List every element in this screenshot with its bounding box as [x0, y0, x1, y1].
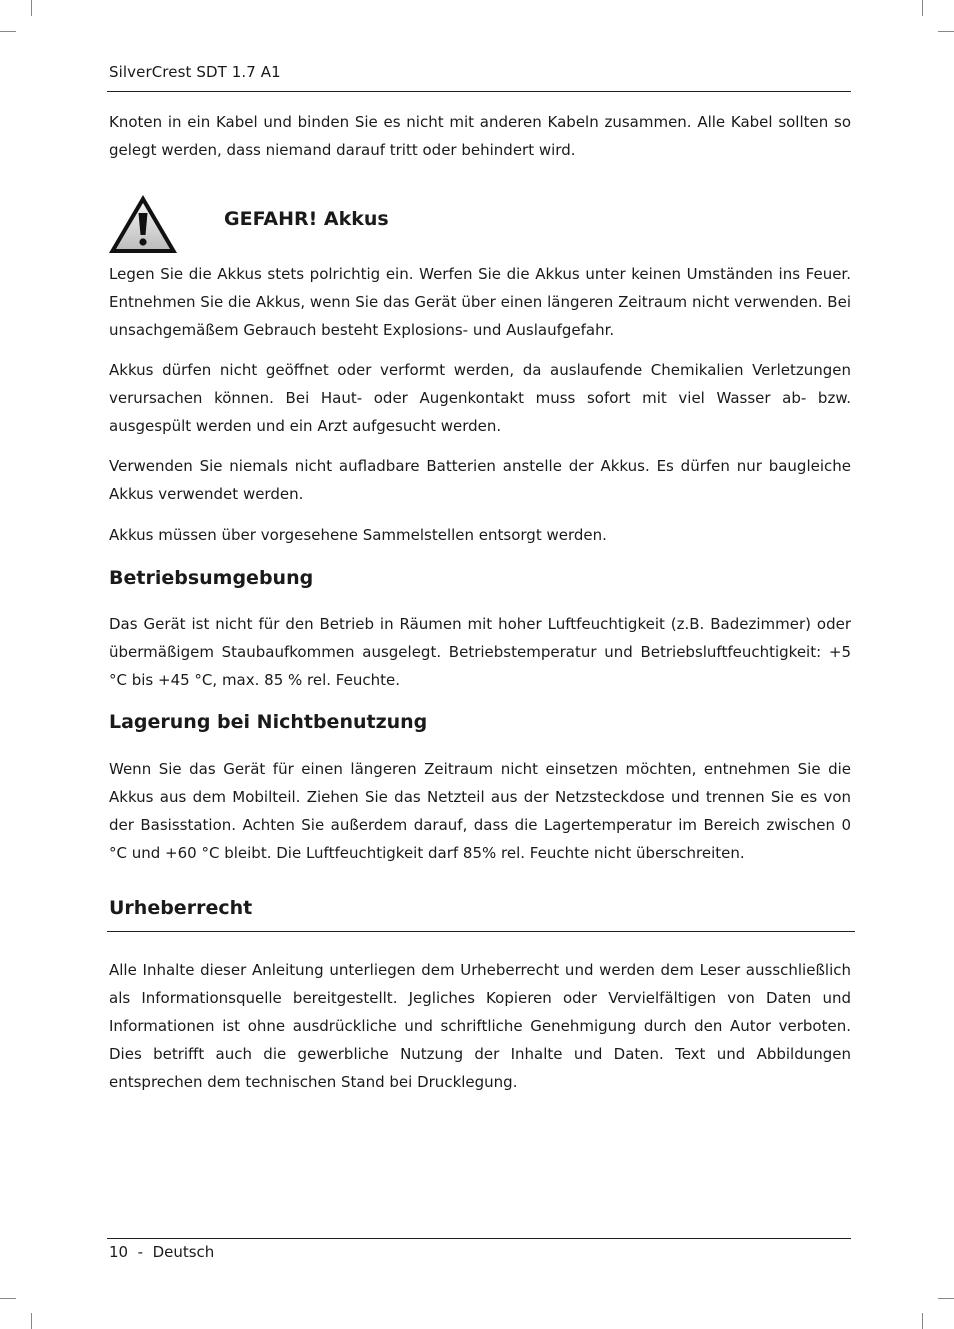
crop-mark [31, 0, 32, 16]
warning-title: GEFAHR! Akkus [224, 208, 389, 230]
crop-mark [0, 31, 16, 32]
header-title: SilverCrest SDT 1.7 A1 [109, 63, 281, 81]
page-number: 10 - Deutsch [109, 1243, 215, 1261]
section-heading-lagerung: Lagerung bei Nichtbenutzung [109, 711, 428, 733]
crop-mark [938, 31, 954, 32]
section-rule [107, 931, 855, 932]
betrieb-paragraph: Das Gerät ist nicht für den Betrieb in Räumen mit hoher Luftfeuchtigkeit (z.B. Badezimmer) oder übermäßigem Staubaufkommen ausgelegt. Betriebstemperatur und Betriebsluftfeuchtigkeit: +5 °C bis +45 °C, max. 85 % rel. Feuchte. [109, 615, 851, 689]
crop-mark [31, 1313, 32, 1329]
warning-paragraph: Verwenden Sie niemals nicht aufladbare Batterien anstelle der Akkus. Es dürfen nur baugleiche Akkus verwendet werden. [109, 457, 851, 503]
warning-paragraph: Akkus müssen über vorgesehene Sammelstellen entsorgt werden. [109, 526, 607, 544]
warning-paragraph: Akkus dürfen nicht geöffnet oder verformt werden, da auslaufende Chemikalien Verletzungen verursachen können. Bei Haut- oder Augenkontakt muss sofort mit viel Wasser ab- bzw. ausgespült werden und ein Arzt aufgesucht werden. [109, 361, 851, 435]
warning-paragraph: Legen Sie die Akkus stets polrichtig ein. Werfen Sie die Akkus unter keinen Umständen ins Feuer. Entnehmen Sie die Akkus, wenn Sie das Gerät über einen längeren Zeitraum nicht verwenden. Bei unsachgemäßem Gebrauch besteht Explosions- und Auslaufgefahr. [109, 265, 851, 339]
crop-mark [0, 1298, 16, 1299]
urheber-paragraph: Alle Inhalte dieser Anleitung unterliegen dem Urheberrecht und werden dem Leser ausschließlich als Informationsquelle bereitgestellt. Jegliches Kopieren oder Vervielfältigen von Daten und Informationen ist ohne ausdrückliche und schriftliche Genehmigung durch den Autor verboten. Dies betrifft auch die gewerbliche Nutzung der Inhalte und Daten. Text und Abbildungen entsprechen dem technischen Stand bei Drucklegung. [109, 961, 851, 1091]
crop-mark [922, 1313, 923, 1329]
lagerung-paragraph: Wenn Sie das Gerät für einen längeren Zeitraum nicht einsetzen möchten, entnehmen Sie die Akkus aus dem Mobilteil. Ziehen Sie das Netzteil aus der Netzsteckdose und trennen Sie es von der Basisstation. Achten Sie außerdem darauf, dass die Lagertemperatur im Bereich zwischen 0 °C und +60 °C bleibt. Die Luftfeuchtigkeit darf 85% rel. Feuchte nicht überschreiten. [109, 760, 851, 862]
section-heading-urheberrecht: Urheberrecht [109, 897, 253, 919]
crop-mark [938, 1298, 954, 1299]
header-rule [107, 91, 851, 92]
section-heading-betriebsumgebung: Betriebsumgebung [109, 567, 314, 589]
footer-rule [107, 1238, 851, 1239]
warning-triangle-icon [107, 193, 179, 255]
intro-paragraph: Knoten in ein Kabel und binden Sie es nicht mit anderen Kabeln zusammen. Alle Kabel sollten so gelegt werden, dass niemand darauf tritt oder behindert wird. [109, 113, 851, 159]
crop-mark [922, 0, 923, 16]
